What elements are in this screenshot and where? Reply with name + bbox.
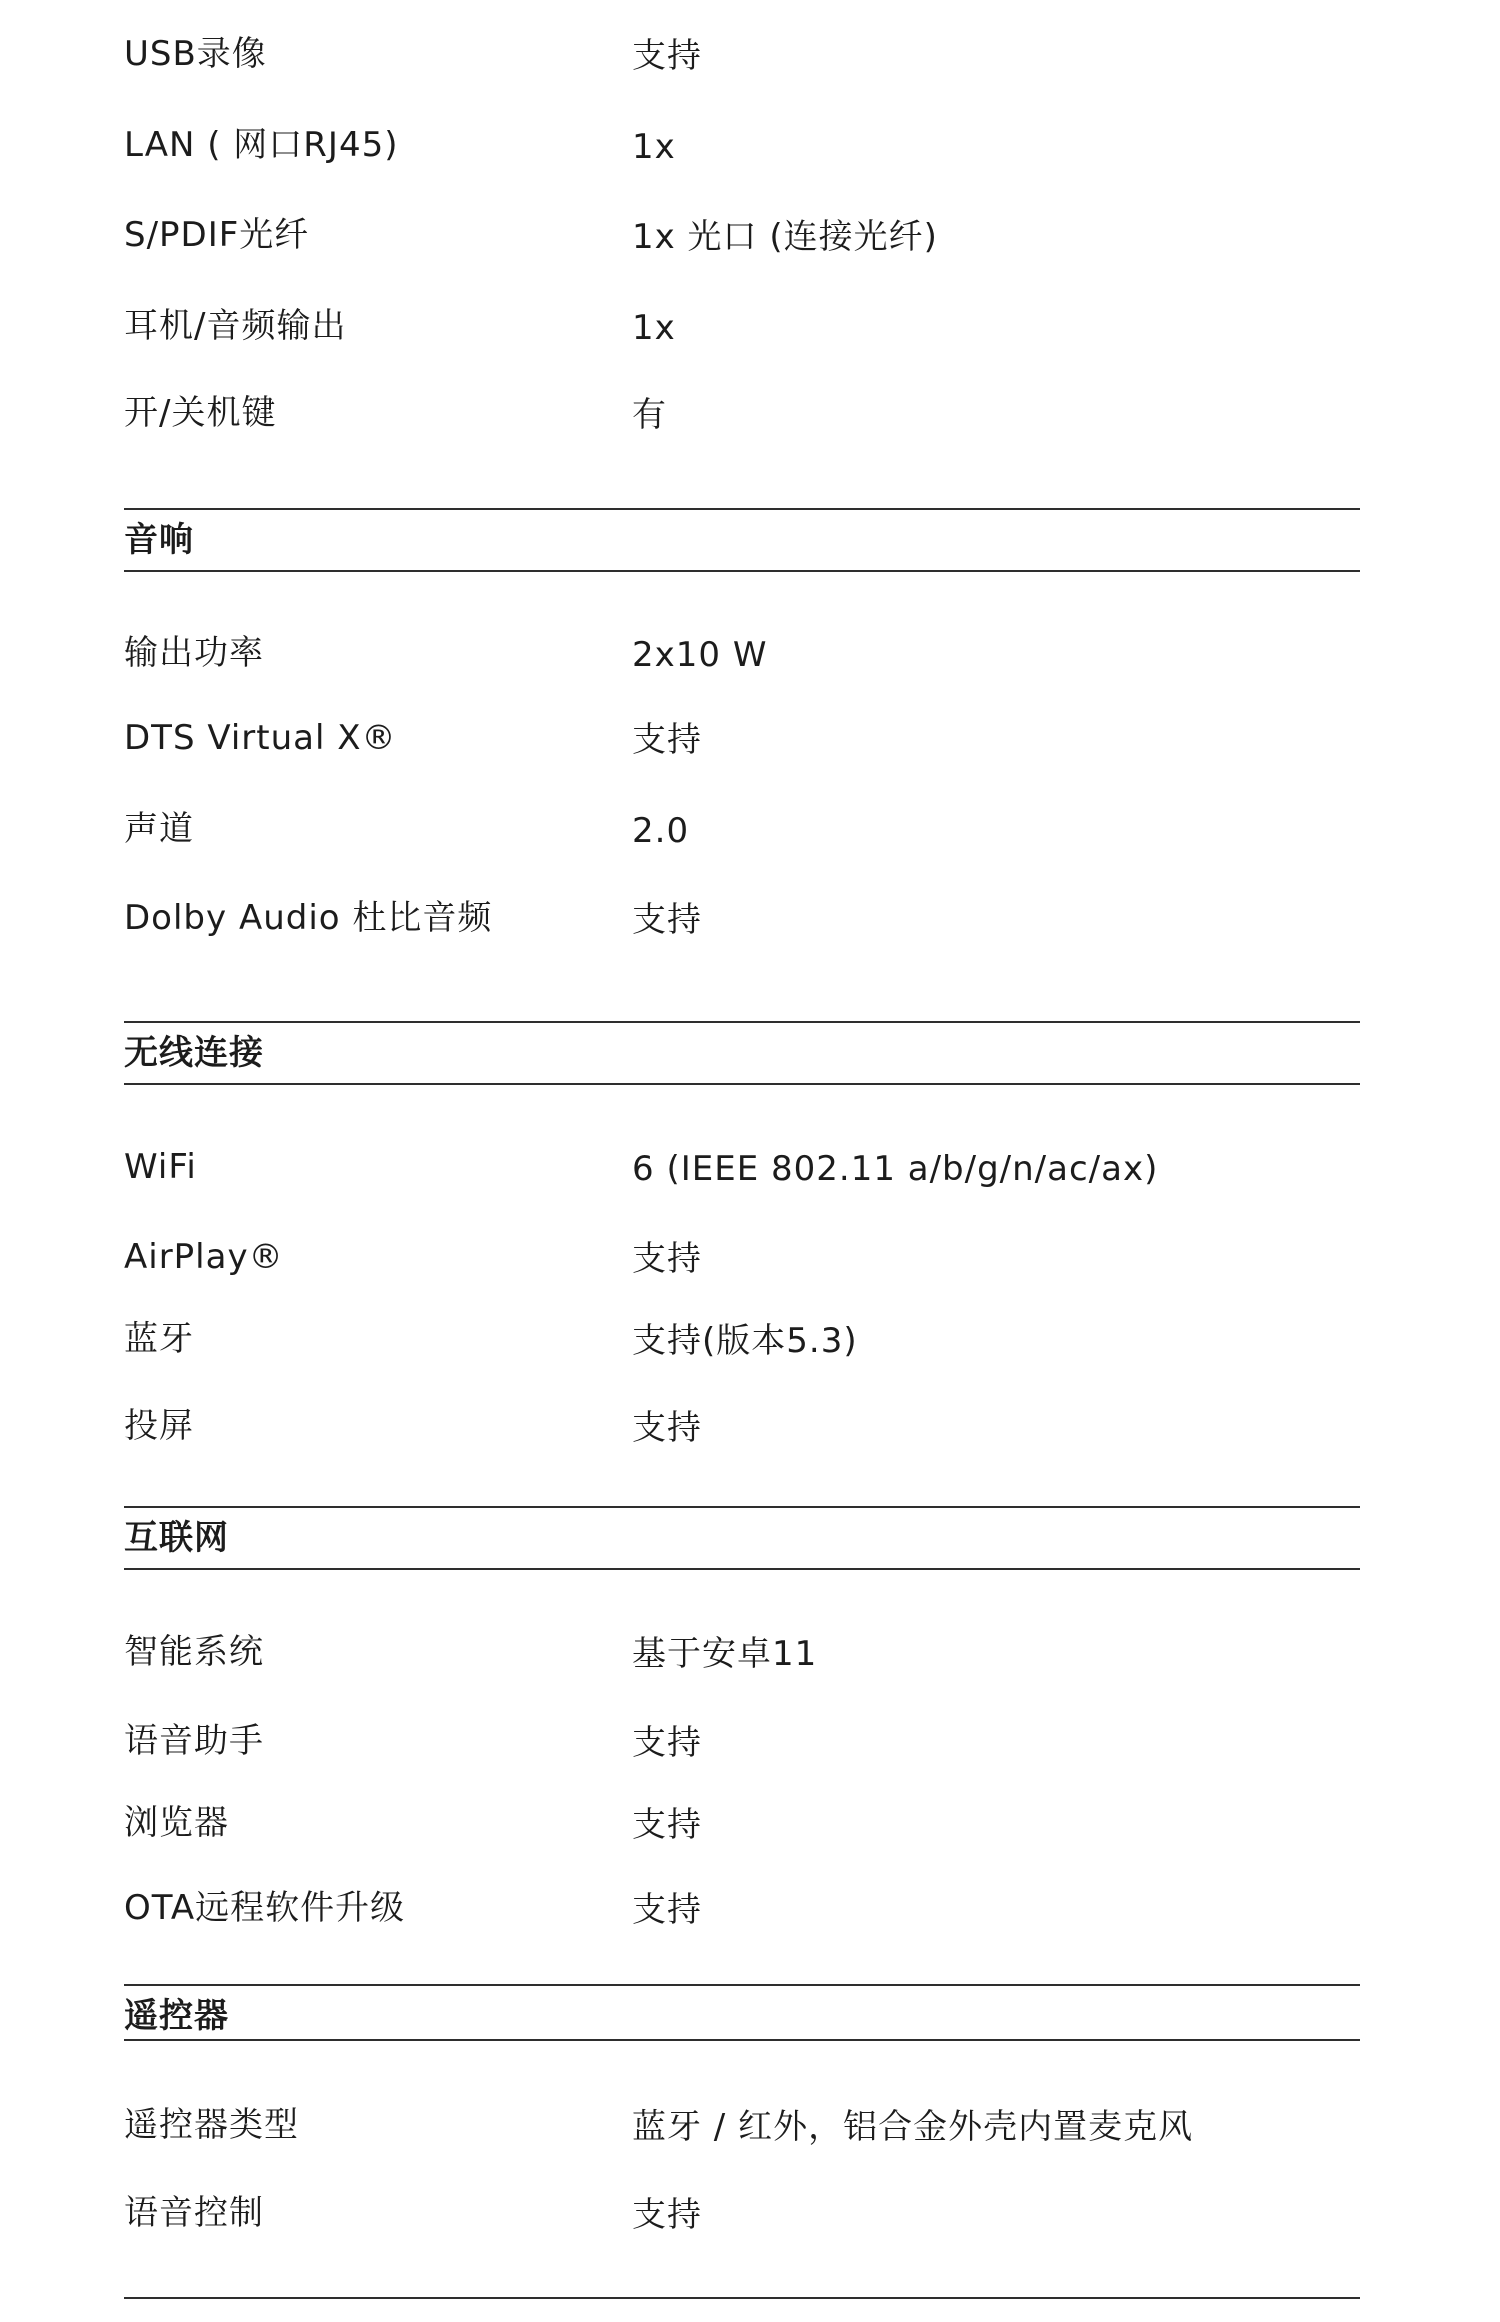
spec-label-lan: LAN ( 网口RJ45) [124,125,399,165]
section-title-remote: 遥控器 [124,1996,229,2036]
spec-value-screen-casting: 支持 [632,1408,702,1448]
section-divider-bottom-end [124,2297,1360,2299]
spec-label-channels: 声道 [124,809,194,849]
spec-value-voice-assistant: 支持 [632,1723,702,1763]
spec-label-remote-type: 遥控器类型 [124,2105,299,2145]
spec-value-airplay: 支持 [632,1239,702,1279]
section-divider-bottom [124,570,1360,572]
spec-value-usb-recording: 支持 [632,36,702,76]
spec-label-output-power: 输出功率 [124,633,264,673]
section-divider-top [124,1984,1360,1986]
spec-label-power-button: 开/关机键 [124,393,277,433]
spec-value-channels: 2.0 [632,811,690,851]
spec-label-dts-virtual-x: DTS Virtual X® [124,718,397,758]
spec-label-ota-upgrade: OTA远程软件升级 [124,1888,406,1928]
spec-label-smart-system: 智能系统 [124,1632,264,1672]
section-divider-bottom [124,1568,1360,1570]
spec-value-voice-control: 支持 [632,2195,702,2235]
section-divider-top [124,1506,1360,1508]
spec-label-airplay: AirPlay® [124,1237,284,1277]
spec-label-browser: 浏览器 [124,1803,229,1843]
section-divider-bottom [124,1083,1360,1085]
spec-value-spdif: 1x 光口 (连接光纤) [632,217,938,257]
spec-value-remote-type: 蓝牙 / 红外，铝合金外壳内置麦克风 [632,2107,1194,2147]
spec-value-ota-upgrade: 支持 [632,1890,702,1930]
section-title-audio: 音响 [124,520,194,560]
spec-value-dolby-audio: 支持 [632,900,702,940]
spec-label-headphone-out: 耳机/音频输出 [124,306,347,346]
spec-value-browser: 支持 [632,1805,702,1845]
section-divider-top [124,508,1360,510]
spec-value-lan: 1x [632,127,676,167]
spec-label-voice-assistant: 语音助手 [124,1721,264,1761]
spec-value-bluetooth: 支持(版本5.3) [632,1321,858,1361]
section-divider-top [124,1021,1360,1023]
spec-value-wifi: 6 (IEEE 802.11 a/b/g/n/ac/ax) [632,1149,1159,1189]
spec-value-power-button: 有 [632,395,667,435]
spec-label-bluetooth: 蓝牙 [124,1319,194,1359]
spec-label-wifi: WiFi [124,1147,197,1187]
spec-label-voice-control: 语音控制 [124,2193,264,2233]
section-divider-bottom [124,2039,1360,2041]
spec-value-dts-virtual-x: 支持 [632,720,702,760]
section-title-internet: 互联网 [124,1518,229,1558]
section-title-wireless: 无线连接 [124,1033,264,1073]
spec-label-usb-recording: USB录像 [124,34,267,74]
spec-label-dolby-audio: Dolby Audio 杜比音频 [124,898,493,938]
spec-value-headphone-out: 1x [632,308,676,348]
spec-label-spdif: S/PDIF光纤 [124,215,310,255]
spec-value-smart-system: 基于安卓11 [632,1634,818,1674]
spec-value-output-power: 2x10 W [632,635,768,675]
spec-label-screen-casting: 投屏 [124,1406,194,1446]
